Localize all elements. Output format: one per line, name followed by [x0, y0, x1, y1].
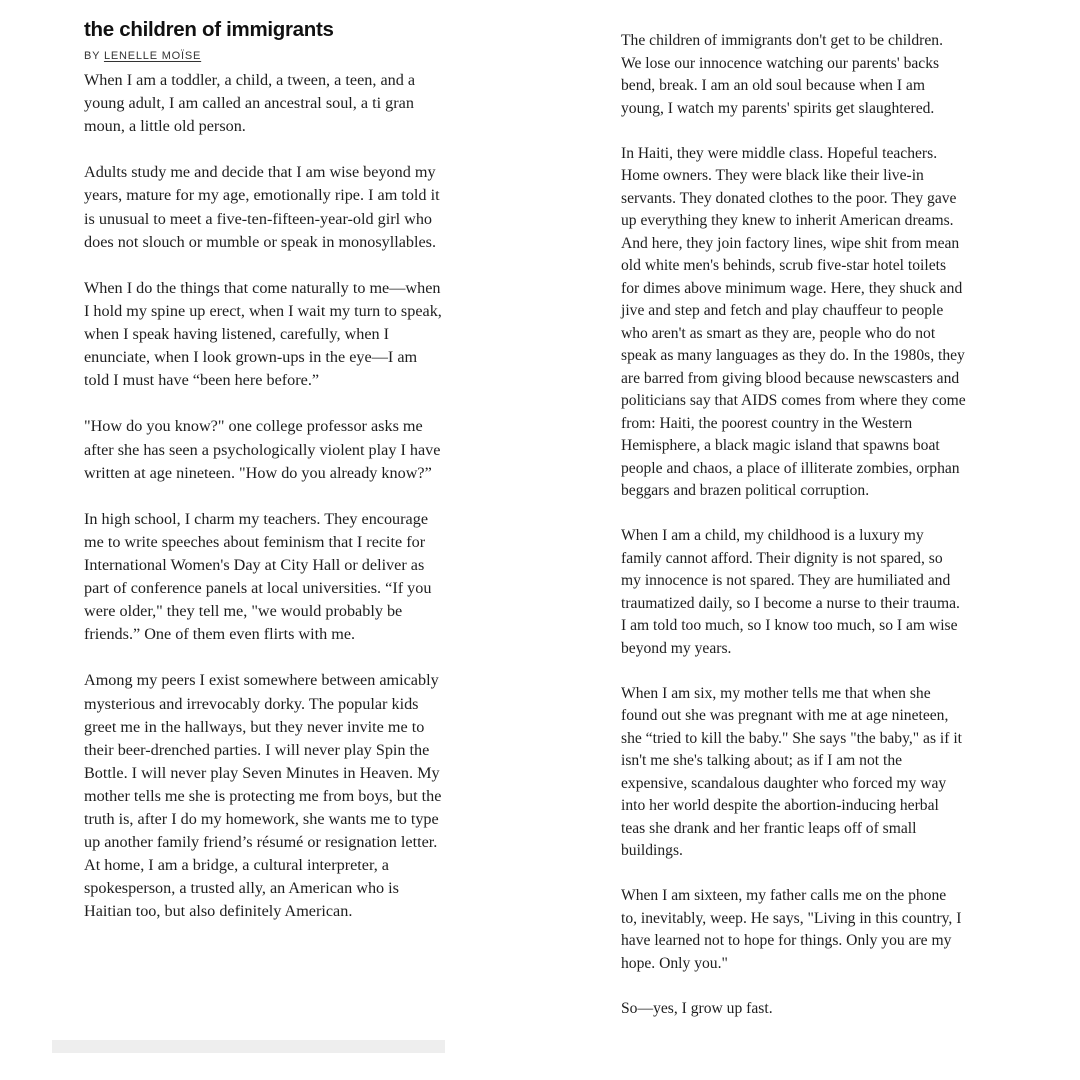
paragraph: "How do you know?" one college professor asks me after she has seen a psychologically violent play I have written at age nineteen. "How do you already know?”	[84, 417, 441, 482]
author-link[interactable]: LENELLE MOÏSE	[103, 50, 202, 62]
article-title: the children of immigrants	[84, 18, 334, 41]
paragraph: Among my peers I exist somewhere between amicably mysterious and irrevocably dorky. The popular kids greet me in the hallways, but they never invite me to their beer-drenched parties. I will never play Spin the Bottle. I will never play Seven Minutes in Heaven. My mother tells me she is protecting me from boys, but the truth is, after I do my homework, she wants me to type up another family friend’s résumé or resignation letter. At home, I am a bridge, a cultural interpreter, a spokesperson, a trusted ally, an American who is Haitian too, but also definitely American.	[84, 671, 442, 921]
paragraph: The children of immigrants don't get to be children. We lose our innocence watching our parents' backs bend, break. I am an old soul because when I am young, I watch my parents' spirits get slaughtered.	[621, 32, 943, 117]
right-column	[621, 30, 966, 1043]
paragraph: In high school, I charm my teachers. They encourage me to write speeches about feminism that I recite for International Women's Day at City Hall or deliver as part of conference panels at local universities. “If you were older," they tell me, "we would probably be friends.” One of them even flirts with me.	[84, 509, 432, 644]
paragraph: In Haiti, they were middle class. Hopeful teachers. Home owners. They were black like their live-in servants. They donated clothes to the poor. They gave up everything they knew to inherit American dreams. And here, they join factory lines, wipe shit from mean old white men's behinds, scrub five-star hotel toilets for dimes above minimum wage. Here, they shuck and jive and step and fetch and play chauffeur to people who aren't as smart as they are, people who do not speak as many languages as they do. In the 1980s, they are barred from giving blood because newscasters and politicians say that AIDS comes from where they come from: Haiti, the poorest country in the Western Hemisphere, a black magic island that spawns boat people and chaos, a place of illiterate zombies, orphan beggars and brazen political corruption.	[621, 144, 966, 499]
paragraph: When I am a child, my childhood is a luxury my family cannot afford. Their dignity is not spared, so my innocence is not spared. They are humiliated and traumatized daily, so I become a nurse to their trauma. I am told too much, so I know too much, so I am wise beyond my years.	[621, 527, 960, 657]
byline-prefix: BY	[84, 50, 104, 62]
paragraph: When I am a toddler, a child, a tween, a teen, and a young adult, I am called an ancestral soul, a ti gran moun, a little old person.	[84, 71, 416, 136]
paragraph: When I am six, my mother tells me that when she found out she was pregnant with me at age nineteen, she “tried to kill the baby." She says "the baby," as if it isn't me she's talking about; as if I am not the expensive, scandalous daughter who forced my way into her world despite the abortion-inducing herbal teas she drank and her frantic leaps off of small buildings.	[621, 684, 963, 859]
left-column	[84, 18, 444, 947]
paragraph: So—yes, I grow up fast.	[621, 999, 773, 1017]
left-column-clip	[0, 0, 450, 1045]
byline	[84, 49, 444, 63]
scroll-fade-bar	[52, 1040, 445, 1053]
paragraph: Adults study me and decide that I am wise beyond my years, mature for my age, emotionally ripe. I am told it is unusual to meet a five-ten-fifteen-year-old girl who does not slouch or mumble or speak in monosyllables.	[84, 163, 440, 251]
paragraph: When I do the things that come naturally to me—when I hold my spine up erect, when I wait my turn to speak, when I speak having listened, carefully, when I enunciate, when I look grown-ups in the eye—I am told I must have “been here before.”	[84, 278, 442, 390]
paragraph: When I am sixteen, my father calls me on the phone to, inevitably, weep. He says, "Living in this country, I have learned not to hope for things. Only you are my hope. Only you."	[621, 887, 962, 972]
